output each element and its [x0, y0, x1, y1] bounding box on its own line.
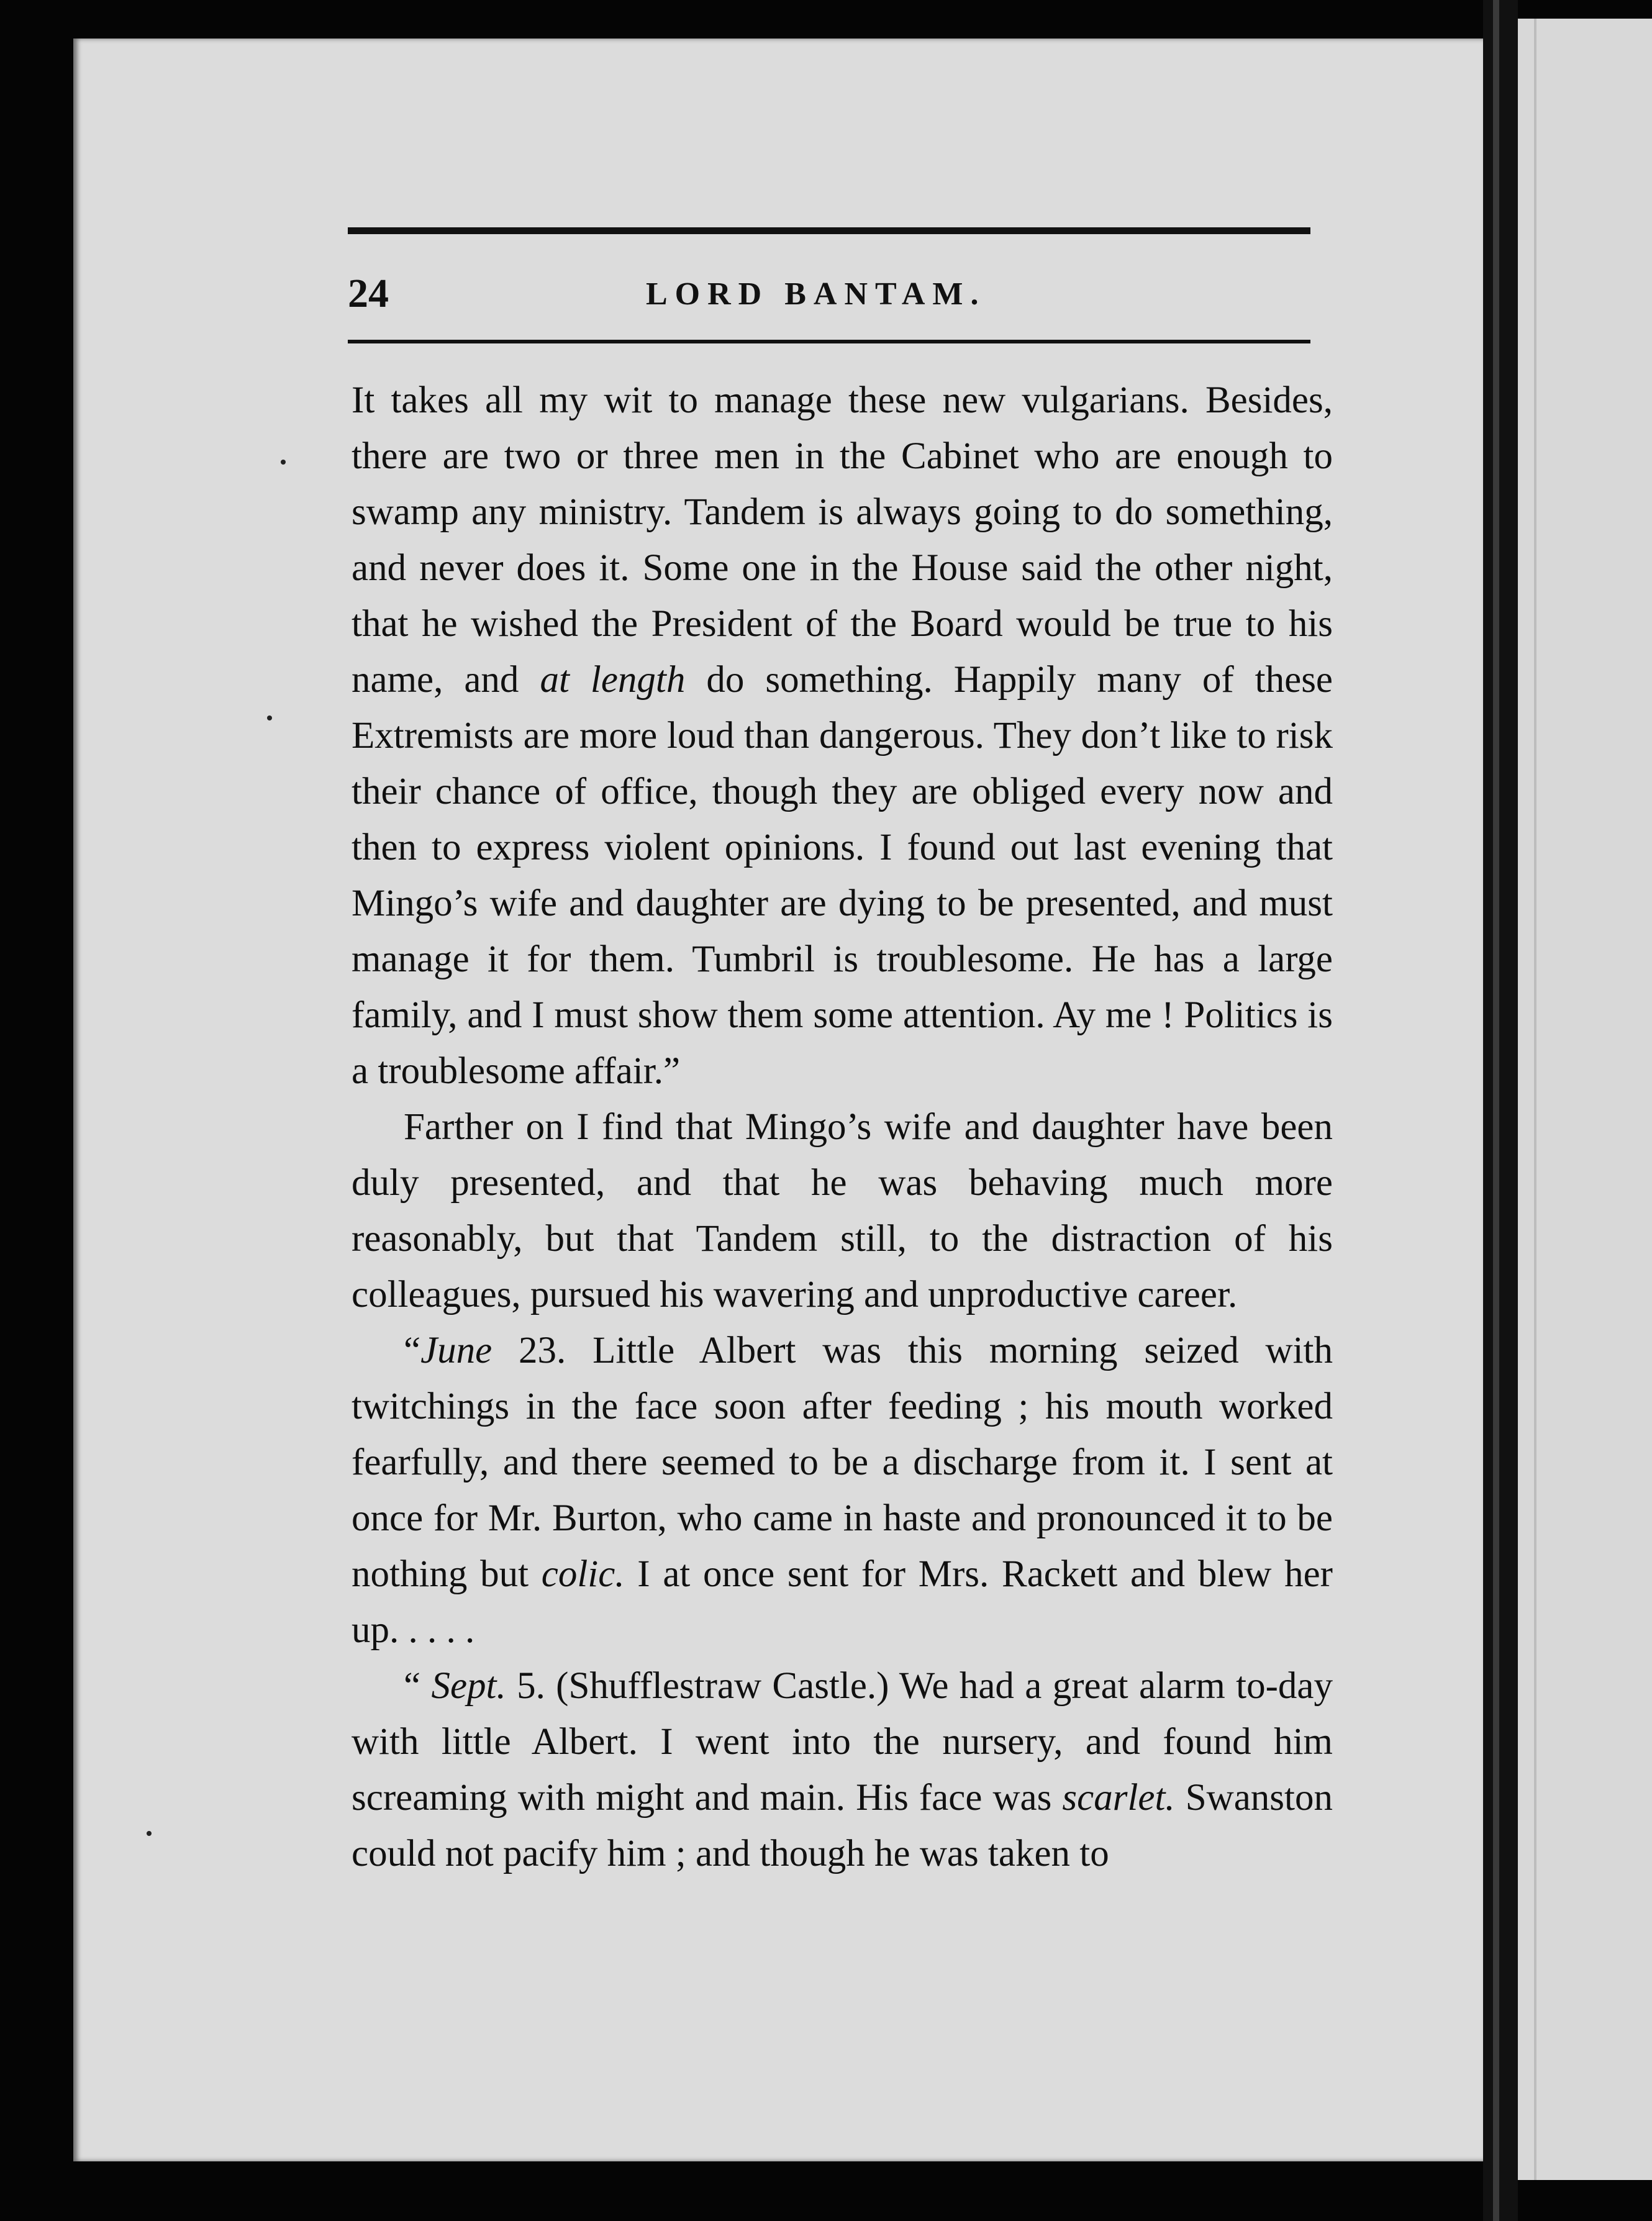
- scan-border-top: [0, 0, 1652, 39]
- scan-speck: [147, 1831, 152, 1836]
- paragraph-p1: [352, 373, 1333, 1099]
- gutter-line: [1493, 0, 1499, 2221]
- text-run: Farther on I find that Mingo’s wife and daughter have been duly presented, and that he was behaving much more reasonably, but that Tandem still, to the distraction of his colleagues, pursued his wavering and unproductive career.: [352, 1106, 1333, 1315]
- scan-border-bottom: [0, 2161, 1652, 2221]
- italic-text: colic.: [541, 1553, 625, 1595]
- paragraph-p3: [352, 1323, 1333, 1658]
- text-run: Swanston could not pacify him ; and though he was taken to: [352, 1777, 1333, 1874]
- text-run: I at once sent for Mrs. Rackett and blew her up. . . . .: [352, 1553, 1333, 1651]
- text-run: “: [404, 1665, 432, 1707]
- page-number: 24: [348, 271, 389, 316]
- text-run: 5. (Shufflestraw Castle.) We had a great alarm to-day with little Albert. I went into the nursery, and found him screaming with might and main. His face was: [352, 1665, 1333, 1819]
- running-head: LORD BANTAM.: [646, 276, 986, 312]
- paragraph-p4: [352, 1658, 1333, 1882]
- adjacent-page-edge: [1518, 19, 1652, 2180]
- text-run: 23. Little Albert was this morning seized with twitchings in the face soon after feeding ; his mouth worked fearfully, and there seemed to be a discharge from it. I sent at once for Mr. Burton, who came in haste and pronounced it to be nothing but: [352, 1330, 1333, 1595]
- adjacent-page-line: [1534, 19, 1536, 2180]
- scan-speck: [281, 460, 286, 465]
- italic-text: June: [420, 1330, 492, 1371]
- header-rule-top: [348, 227, 1310, 234]
- body-text: [352, 373, 1333, 1882]
- scan-border-left: [0, 0, 73, 2221]
- text-run: It takes all my wit to manage these new vulgarians. Besides, there are two or three men in the Cabinet who are enough to swamp any ministry. Tandem is always going to do something, and never does it. Some one in the House said the other night, that he wished the President of the Board would be true to his name, and: [352, 379, 1333, 701]
- italic-text: Sept.: [431, 1665, 506, 1707]
- italic-text: at length: [540, 659, 686, 701]
- scan-speck: [267, 715, 272, 720]
- text-run: “: [404, 1330, 421, 1371]
- paragraph-p2: [352, 1099, 1333, 1323]
- text-run: do something. Happily many of these Extremists are more loud than dangerous. They don’t like to risk their chance of office, though they are obliged every now and then to express violent opinions. I found out last evening that Mingo’s wife and daughter are dying to be presented, and must manage it for them. Tumbril is troublesome. He has a large family, and I must show them some attention. Ay me ! Politics is a troublesome affair.”: [352, 659, 1333, 1092]
- header-rule-bottom: [348, 340, 1310, 343]
- book-gutter: [1483, 0, 1518, 2221]
- italic-text: scarlet.: [1062, 1777, 1175, 1819]
